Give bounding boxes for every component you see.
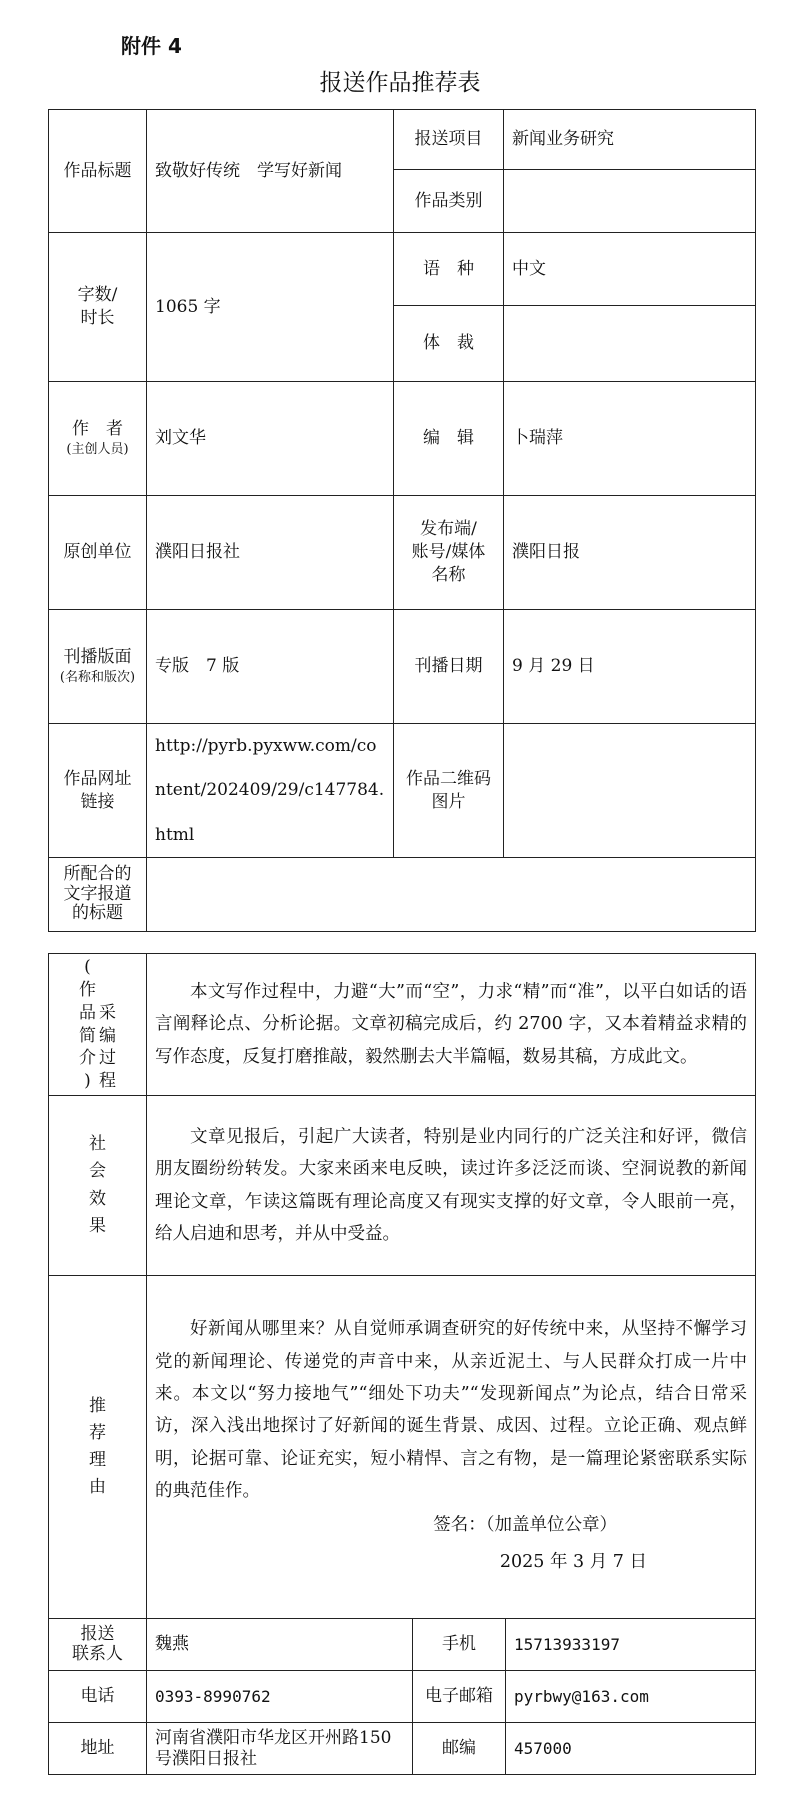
email-label: 电子邮箱	[413, 1671, 506, 1723]
work-title-value: 致敬好传统 学写好新闻	[147, 110, 394, 233]
submit-item-label: 报送项目	[394, 110, 504, 170]
url-label-line2: 链接	[80, 791, 115, 812]
related-title-label	[49, 858, 147, 932]
author-label-main: 作 者	[72, 419, 123, 440]
process-label	[49, 954, 147, 1096]
url-label-line1: 作品网址	[63, 768, 132, 789]
signature-date: 2025 年 3 月 7 日	[499, 1552, 647, 1573]
page-sublabel: (名称和版次)	[59, 670, 136, 686]
reason-text	[147, 1276, 756, 1619]
effect-paragraph: 文章见报后，引起广大读者，特别是业内同行的广泛关注和好评，微信朋友圈纷纷转发。大家来函来电反映，读过许多泛泛而谈、空洞说教的新闻理论文章，乍读这篇既有理论高度又有现实支撑的好文章，令人眼前一亮，给人启迪和思考，并从中受益。	[155, 1126, 747, 1244]
process-label-col2: 采 编 过 程	[99, 1002, 116, 1092]
process-label-col1: ( 作 品 简 介 )	[79, 956, 96, 1092]
origin-unit-value: 濮阳日报社	[147, 496, 394, 610]
publish-date-label: 刊播日期	[394, 610, 504, 724]
contact-person-value: 魏燕	[147, 1619, 413, 1671]
word-count-label-line1: 字数/	[77, 285, 118, 306]
word-count-label	[49, 233, 147, 382]
origin-unit-label: 原创单位	[49, 496, 147, 610]
editor-value: 卜瑞萍	[504, 382, 756, 496]
mobile-value: 15713933197	[506, 1619, 756, 1671]
publish-date-value: 9 月 29 日	[504, 610, 756, 724]
form-title: 报送作品推荐表	[319, 70, 481, 96]
address-label: 地址	[49, 1723, 147, 1775]
work-url-link[interactable]: http://pyrb.pyxww.com/content/202409/29/c147784.html	[147, 724, 394, 858]
author-sublabel: (主创人员)	[66, 442, 129, 458]
attachment-number: 附件 4	[121, 34, 182, 58]
related-title-label-line3: 的标题	[72, 903, 123, 924]
related-title-label-line1: 所配合的	[63, 864, 132, 885]
language-label: 语 种	[394, 233, 504, 306]
word-count-label-line2: 时长	[80, 308, 115, 328]
qr-label	[394, 724, 504, 858]
author-value: 刘文华	[147, 382, 394, 496]
email-value[interactable]: pyrbwy@163.com	[506, 1671, 756, 1723]
process-paragraph: 本文写作过程中，力避“大”而“空”，力求“精”而“准”，以平白如话的语言阐释论点、分析论据。文章初稿完成后，约 2700 字，又本着精益求精的写作态度，反复打磨推敲，毅然删去大半篇幅，数易其稿，方成此文。	[155, 981, 747, 1067]
postcode-value: 457000	[506, 1723, 756, 1775]
page-label	[49, 610, 147, 724]
editor-label: 编 辑	[394, 382, 504, 496]
qr-image-area	[504, 724, 756, 858]
description-table	[48, 953, 756, 1619]
work-category-label: 作品类别	[394, 170, 504, 233]
effect-text	[147, 1096, 756, 1276]
genre-value	[504, 306, 756, 382]
reason-label: 推 荐 理 由	[49, 1276, 147, 1619]
author-label	[49, 382, 147, 496]
signature-line: 签名：（加盖单位公章）	[433, 1515, 617, 1536]
page-label-main: 刊播版面	[63, 647, 132, 668]
qr-label-line1: 作品二维码	[406, 768, 491, 789]
postcode-label: 邮编	[413, 1723, 506, 1775]
phone-value: 0393-8990762	[147, 1671, 413, 1723]
related-title-label-line2: 文字报道	[63, 883, 132, 904]
contact-person-label: 报送 联系人	[49, 1619, 147, 1671]
effect-label: 社 会 效 果	[49, 1096, 147, 1276]
reason-paragraph: 好新闻从哪里来？从自觉师承调查研究的好传统中来，从坚持不懈学习党的新闻理论、传递党的声音中来，从亲近泥土、与人民群众打成一片中来。本文以“努力接地气”“细处下功夫”“发现新闻点”为论点，结合日常采访，深入浅出地探讨了好新闻的诞生背景、成因、过程。立论正确、观点鲜明，论据可靠、论证充实，短小精悍、言之有物，是一篇理论紧密联系实际的典范佳作。	[155, 1319, 747, 1501]
submit-item-value: 新闻业务研究	[504, 110, 756, 170]
process-text	[147, 954, 756, 1096]
word-count-value: 1065 字	[147, 233, 394, 382]
genre-label: 体 裁	[394, 306, 504, 382]
address-value: 河南省濮阳市华龙区开州路150 号濮阳日报社	[147, 1723, 413, 1775]
publisher-label-line1: 发布端/	[420, 519, 477, 540]
publisher-label-line3: 名称	[431, 564, 466, 585]
language-value: 中文	[504, 233, 756, 306]
publisher-label-line2: 账号/媒体	[411, 542, 486, 563]
mobile-label: 手机	[413, 1619, 506, 1671]
work-category-value	[504, 170, 756, 233]
work-title-label: 作品标题	[49, 110, 147, 233]
related-title-value	[147, 858, 756, 932]
url-label	[49, 724, 147, 858]
phone-label: 电话	[49, 1671, 147, 1723]
publisher-value: 濮阳日报	[504, 496, 756, 610]
contact-table	[48, 1618, 756, 1775]
qr-label-line2: 图片	[431, 791, 466, 812]
page-value: 专版 7 版	[147, 610, 394, 724]
publisher-label	[394, 496, 504, 610]
basic-info-table	[48, 109, 756, 932]
